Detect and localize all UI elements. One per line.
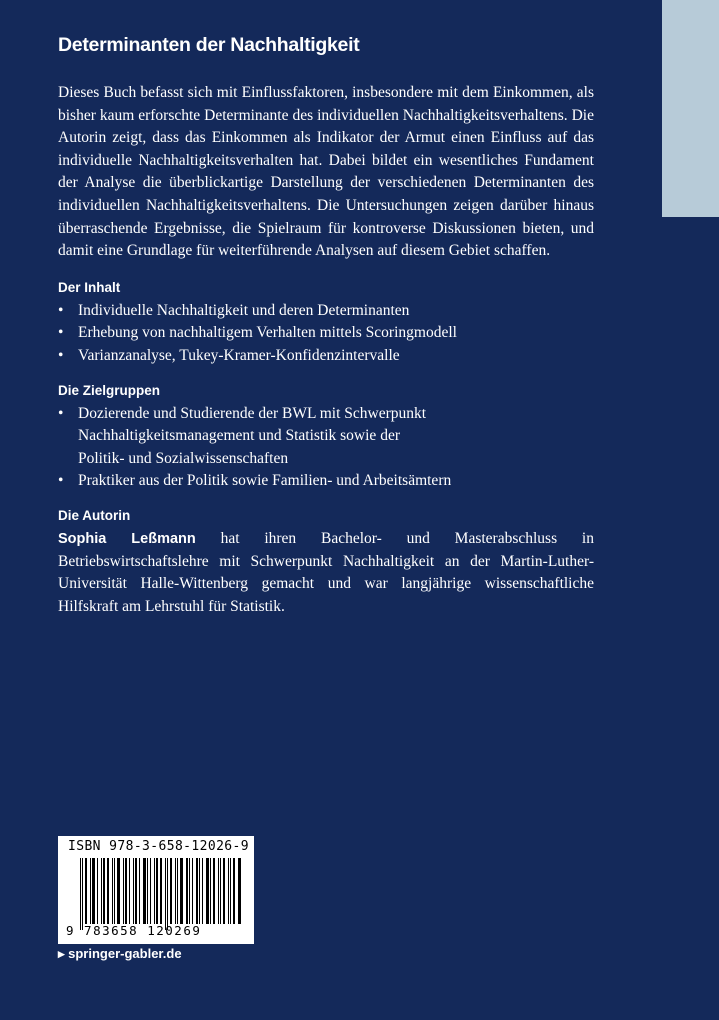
barcode-bar bbox=[165, 858, 166, 930]
section-heading-inhalt: Der Inhalt bbox=[58, 279, 121, 295]
barcode-bar bbox=[150, 858, 151, 924]
barcode-bar bbox=[97, 858, 98, 924]
barcode-bar bbox=[112, 858, 113, 924]
section-heading-zielgruppen: Die Zielgruppen bbox=[58, 382, 161, 398]
barcode-bar bbox=[139, 858, 140, 924]
barcode-bars bbox=[80, 858, 248, 924]
barcode-bar bbox=[233, 858, 235, 924]
barcode-bar bbox=[107, 858, 109, 924]
barcode-bar bbox=[129, 858, 130, 924]
list-item: • Varianzanalyse, Tukey-Kramer-Konfidenzintervalle bbox=[58, 345, 594, 368]
isbn-number: ISBN 978-3-658-12026-9 bbox=[68, 839, 249, 854]
barcode-bar bbox=[177, 858, 178, 924]
barcode-bar bbox=[170, 858, 172, 924]
barcode-bar bbox=[85, 858, 87, 924]
barcode-bar bbox=[114, 858, 115, 924]
barcode-bar bbox=[101, 858, 102, 924]
barcode-bar bbox=[80, 858, 81, 930]
barcode-bar bbox=[202, 858, 203, 924]
barcode-bar bbox=[125, 858, 127, 924]
barcode-bar bbox=[156, 858, 158, 924]
author-bio-text: hat ihren Bachelor- und Masterabschluss in Betriebswirtschaftslehre mit Schwerpunkt Nachhaltigkeit an der Martin-Luther-Universität Halle-Wittenberg gemacht und war langjährige wissenschaftliche Hilfskraft am Lehrstuhl für Statistik. bbox=[58, 529, 594, 615]
barcode-bar bbox=[199, 858, 200, 924]
inhalt-list bbox=[58, 300, 594, 368]
barcode-bar bbox=[220, 858, 221, 924]
barcode-bar bbox=[175, 858, 176, 924]
barcode-bar bbox=[92, 858, 95, 924]
barcode-bar bbox=[135, 858, 137, 924]
barcode-bar bbox=[192, 858, 193, 924]
barcode-digits: 9 783658 120269 bbox=[66, 923, 202, 938]
list-item: • Erhebung von nachhaltigem Verhalten mittels Scoringmodell bbox=[58, 322, 594, 345]
barcode-bar bbox=[133, 858, 134, 924]
list-item: • Individuelle Nachhaltigkeit und deren Determinanten bbox=[58, 300, 594, 323]
barcode-bar bbox=[90, 858, 91, 924]
zielgruppen-list bbox=[58, 403, 594, 493]
barcode-bar bbox=[117, 858, 120, 924]
barcode-bar bbox=[186, 858, 188, 924]
back-cover-text bbox=[58, 82, 594, 618]
publisher-website: ▸ springer-gabler.de bbox=[58, 946, 182, 961]
barcode-bar bbox=[196, 858, 198, 924]
barcode-bar bbox=[143, 858, 146, 924]
barcode-bar bbox=[238, 858, 241, 924]
intro-paragraph: Dieses Buch befasst sich mit Einflussfaktoren, insbesondere mit dem Einkommen, als bisher kaum erforschte Determinante des individuellen Nachhaltigkeitsverhaltens. Die Autorin zeigt, dass das Einkommen als Indikator der Armut einen Einfluss auf das individuelle Nachhaltigkeitsverhalten hat. Dabei bildet ein wesentliches Fundament der Analyse die überblickartige Darstellung der verschiedenen Determinanten des individuellen Nachhaltigkeitsverhaltens. Die Untersuchungen zeigen darüber hinaus überraschende Ergebnisse, die Spielraum für kontroverse Diskussionen bieten, und damit eine Grundlage für weiterführende Analysen auf diesem Gebiet schaffen. bbox=[58, 84, 594, 260]
isbn-barcode bbox=[58, 836, 254, 944]
barcode-bar bbox=[123, 858, 124, 924]
barcode-bar bbox=[206, 858, 209, 924]
author-bio bbox=[58, 528, 594, 618]
book-title: Determinanten der Nachhaltigkeit bbox=[58, 34, 360, 56]
barcode-bar bbox=[180, 858, 183, 924]
barcode-bar bbox=[103, 858, 105, 924]
author-name: Sophia Leßmann bbox=[58, 530, 196, 547]
barcode-bar bbox=[82, 858, 83, 930]
barcode-bar bbox=[189, 858, 190, 924]
barcode-bar bbox=[210, 858, 211, 924]
barcode-bar bbox=[223, 858, 225, 924]
barcode-bar bbox=[230, 858, 231, 924]
barcode-bar bbox=[167, 858, 168, 930]
barcode-bar bbox=[154, 858, 155, 924]
barcode-bar bbox=[213, 858, 215, 924]
barcode-bar bbox=[218, 858, 219, 924]
cover-tab bbox=[662, 0, 719, 217]
barcode-bar bbox=[228, 858, 229, 924]
barcode-bar bbox=[147, 858, 148, 924]
section-heading-autorin: Die Autorin bbox=[58, 507, 131, 523]
barcode-bar bbox=[160, 858, 162, 924]
list-item: • Praktiker aus der Politik sowie Familien- und Arbeitsämtern bbox=[58, 470, 594, 493]
list-item: • Dozierende und Studierende der BWL mit Schwerpunkt Nachhaltigkeitsmanagement und Statistik sowie der Politik- und Sozialwissenschaften bbox=[58, 403, 594, 471]
